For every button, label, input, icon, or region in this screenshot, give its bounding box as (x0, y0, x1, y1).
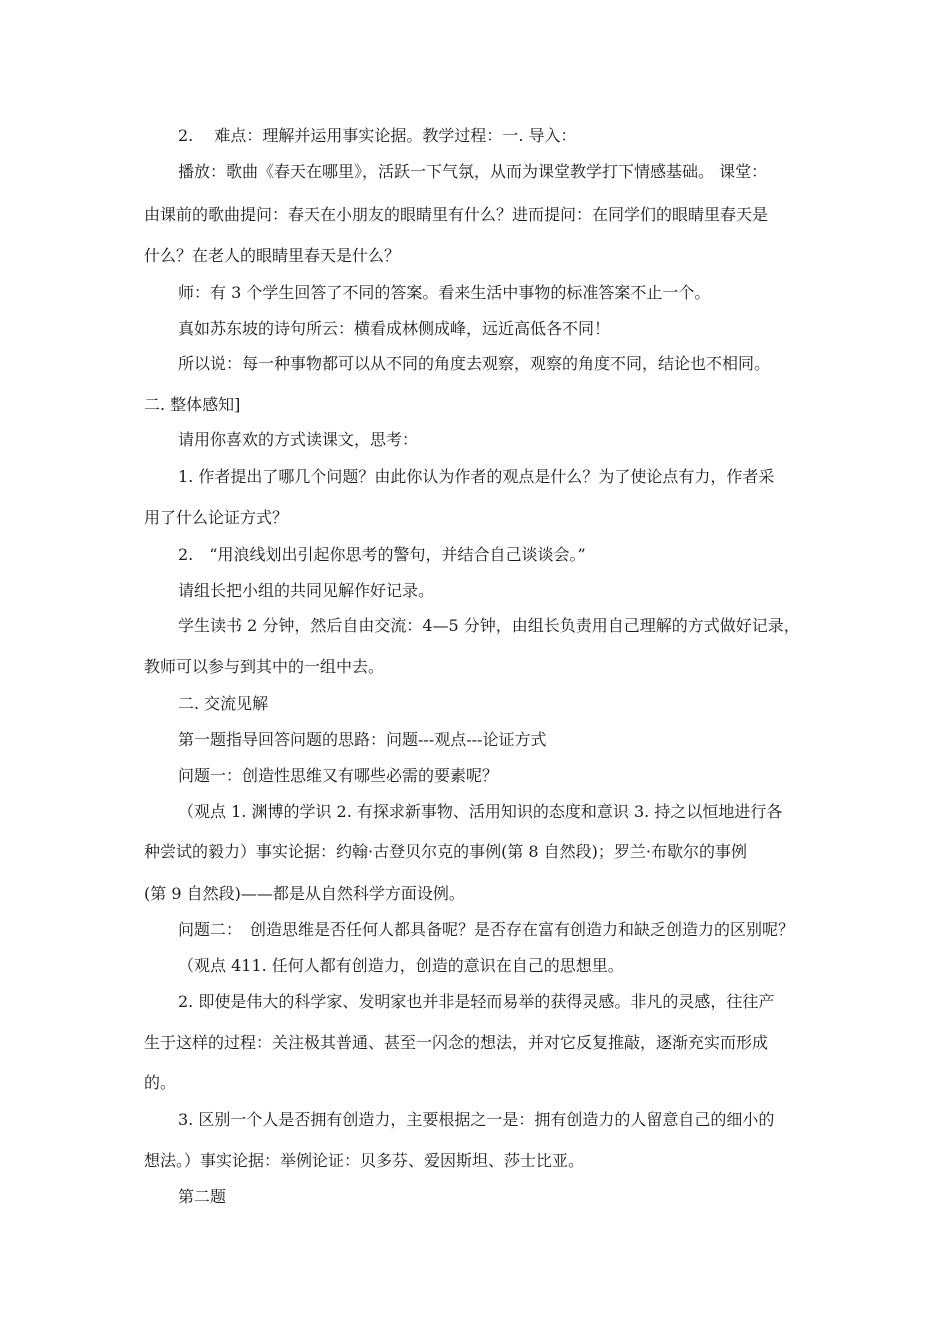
text-line-student-reading: 学生读书 2 分钟，然后自由交流：4—5 分钟，由组长负责用自己理解的方式做好记录， (178, 616, 800, 635)
text-line-viewpoint-1-end: (第 9 自然段)——都是从自然科学方面设例。 (144, 884, 465, 903)
text-line-poem: 真如苏东坡的诗句所云：横看成林侧成峰，远近高低各不同！ (178, 319, 611, 338)
text-line-first-question-guide: 第一题指导回答问题的思路：问题---观点---论证方式 (178, 730, 547, 749)
text-line-question-1: 1. 作者提出了哪几个问题？由此你认为作者的观点是什么？为了使论点有力，作者采 (178, 467, 775, 486)
text-line-point-2: 2. 即使是伟大的科学家、发明家也并非是轻而易举的获得灵感。非凡的灵感，往往产 (178, 992, 775, 1011)
text-line-point-2-cont: 生于这样的过程：关注极其普通、甚至一闪念的想法，并对它反复推敲，逐渐充实而形成 (144, 1033, 769, 1052)
text-line-group-leader: 请组长把小组的共同见解作好记录。 (178, 581, 435, 600)
text-line-point-2-end: 的。 (144, 1073, 177, 1092)
text-line-question-1-cont: 用了什么论证方式？ (144, 508, 289, 527)
text-line-teacher: 师：有 3 个学生回答了不同的答案。看来生活中事物的标准答案不止一个。 (178, 283, 711, 302)
text-line-read-instruction: 请用你喜欢的方式读课文，思考： (178, 430, 419, 449)
text-line-question-children: 由课前的歌曲提问：春天在小朋友的眼睛里有什么？进而提问：在同学们的眼睛里春天是 (144, 205, 769, 224)
text-line-viewpoint-1: （观点 1. 渊博的学识 2. 有探求新事物、活用知识的态度和意识 3. 持之以恒地进行各 (178, 802, 783, 821)
text-line-point-3: 3. 区别一个人是否拥有创造力，主要根据之一是：拥有创造力的人留意自己的细小的 (178, 1110, 775, 1129)
text-line-teacher-join: 教师可以参与到其中的一组中去。 (144, 657, 385, 676)
text-line-problem-1: 问题一：创造性思维又有哪些必需的要素呢？ (178, 766, 499, 785)
text-line-conclusion: 所以说：每一种事物都可以从不同的角度去观察，观察的角度不同，结论也不相同。 (178, 354, 771, 373)
section-heading-overall: 二. 整体感知] (144, 395, 241, 414)
text-line-question-2: 2. “用浪线划出引起你思考的警句，并结合自己谈谈会。” (178, 545, 586, 564)
text-line-point-3-cont: 想法。）事实论据：举例论证：贝多芬、爱因斯坦、莎士比亚。 (144, 1151, 585, 1170)
text-line-question-elders: 什么？在老人的眼睛里春天是什么？ (144, 246, 401, 265)
text-line-viewpoint-2: （观点 411. 任何人都有创造力，创造的意识在自己的思想里。 (178, 956, 624, 975)
text-line-difficulty: 2. 难点：理解并运用事实论据。教学过程：一. 导入： (178, 126, 577, 145)
section-heading-second-question: 第二题 (178, 1187, 227, 1206)
text-line-play-song: 播放：歌曲《春天在哪里》，活跃一下气氛，从而为课堂教学打下情感基础。 课堂： (178, 162, 768, 181)
section-heading-exchange: 二. 交流见解 (178, 694, 269, 713)
text-line-problem-2: 问题二： 创造思维是否任何人都具备呢？是否存在富有创造力和缺乏创造力的区别呢？ (178, 920, 795, 939)
text-line-viewpoint-1-cont: 种尝试的毅力）事实论据：约翰·古登贝尔克的事例(第 8 自然段)；罗兰·布歇尔的事例 (144, 842, 748, 861)
